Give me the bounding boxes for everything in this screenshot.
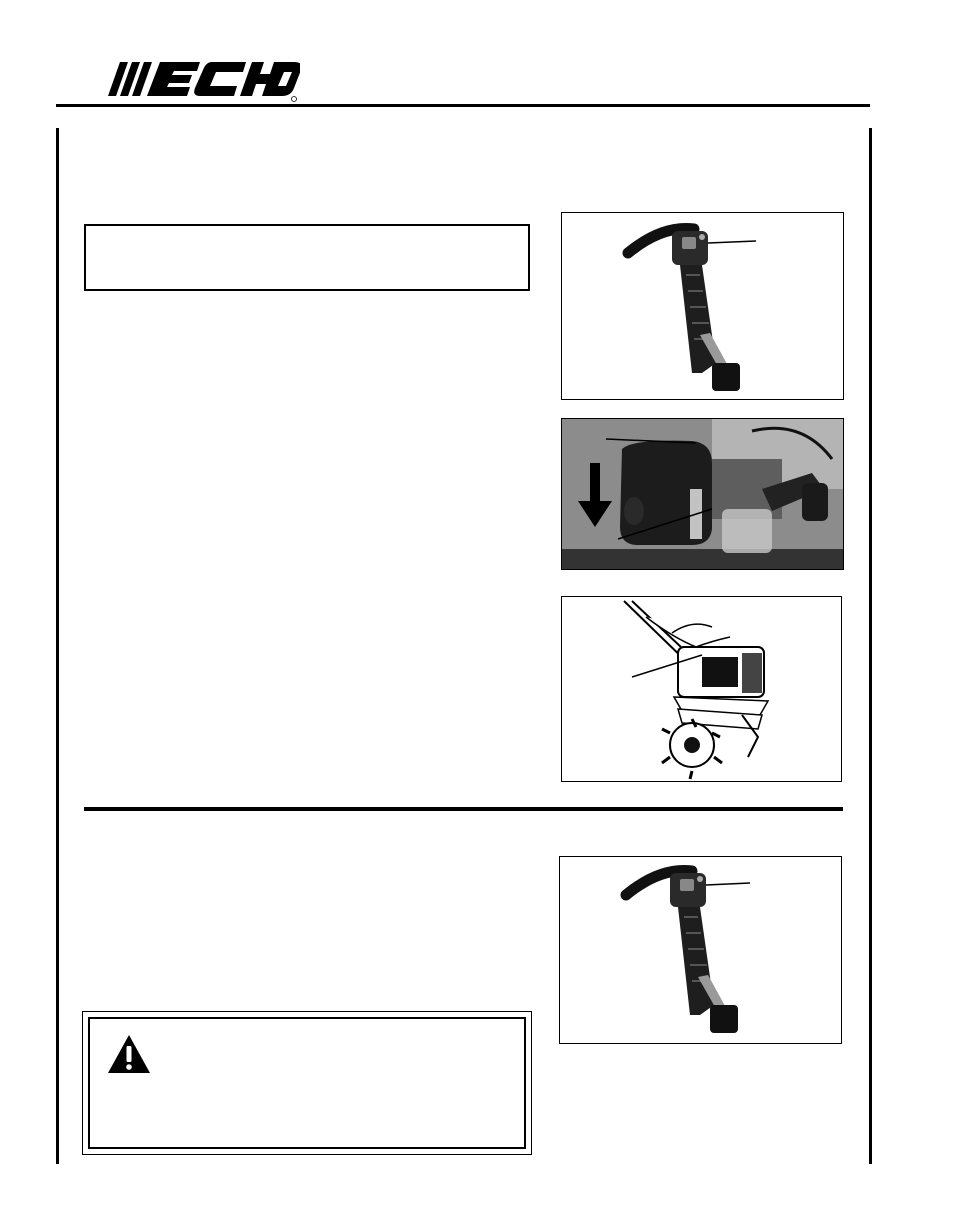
figure-handle-switch [561, 212, 844, 400]
left-margin-rule [56, 128, 59, 1164]
warning-box [82, 1011, 532, 1155]
handle-grip-icon [560, 857, 841, 1043]
tiller-priming-icon [562, 597, 841, 781]
echo-logo [108, 58, 300, 102]
notice-box [84, 224, 530, 291]
section-divider [84, 807, 843, 811]
figure-engine-choke [561, 418, 844, 570]
echo-logo-icon [108, 58, 300, 102]
warning-triangle-icon [106, 1033, 152, 1075]
figure-handle-switch-stop [559, 856, 842, 1044]
handle-grip-icon [562, 213, 843, 399]
figure-priming [561, 596, 842, 782]
warning-box-inner [88, 1017, 526, 1149]
right-margin-rule [869, 128, 872, 1164]
engine-choke-icon [562, 419, 843, 569]
header-rule [56, 104, 870, 107]
